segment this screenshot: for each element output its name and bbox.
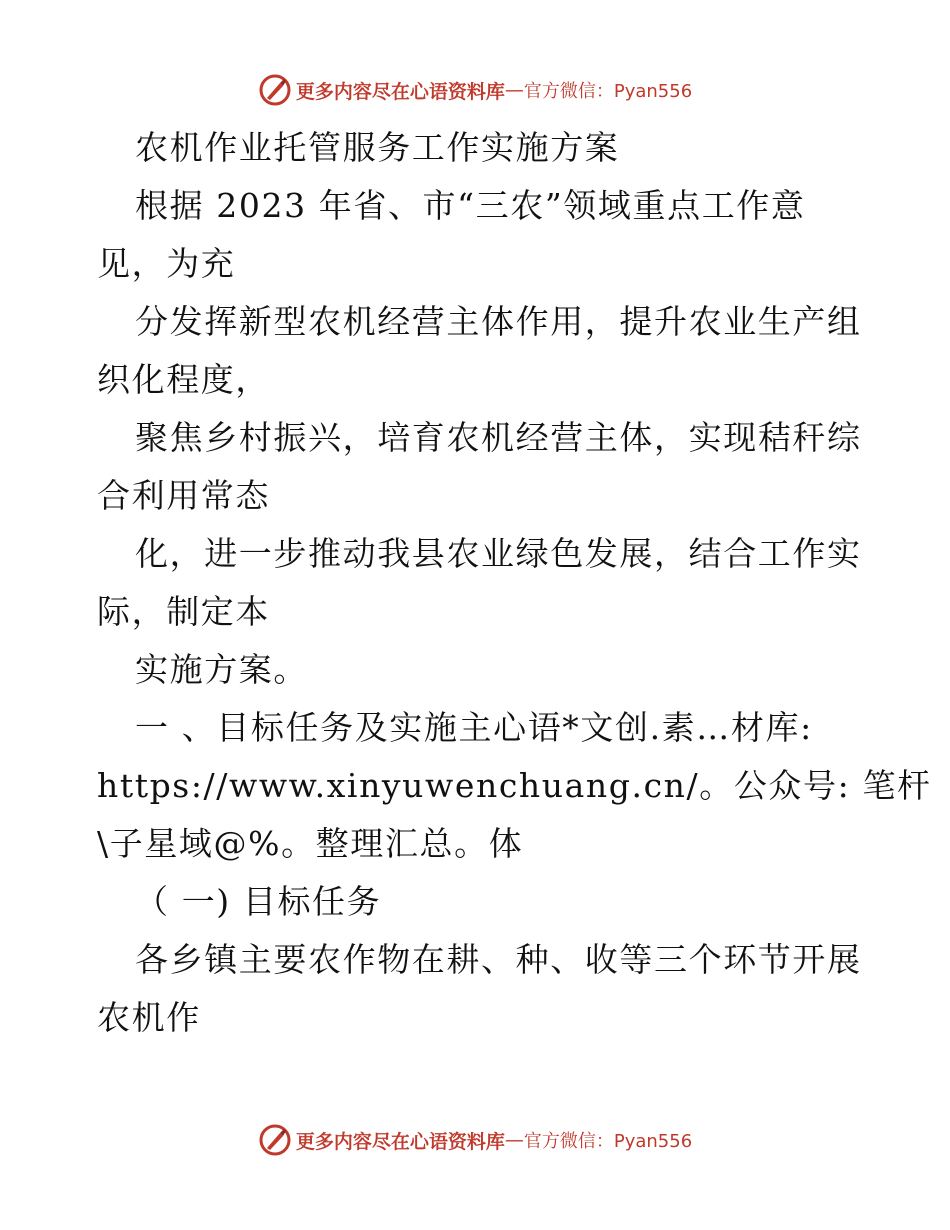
- subsection-heading: （ 一) 目标任务: [135, 882, 382, 921]
- banner-wechat: 官方微信：Pyan556: [523, 1131, 693, 1152]
- banner-dash: —: [504, 1129, 524, 1151]
- banner-title: 更多内容尽在心语资料库: [295, 80, 505, 103]
- doc-line: 织化程度，: [97, 360, 270, 399]
- banner-wechat: 官方微信：Pyan556: [523, 81, 693, 102]
- pen-logo-icon: [258, 1123, 292, 1157]
- doc-line: 分发挥新型农机经营主体作用，提升农业生产组: [135, 302, 862, 341]
- section-heading: 一 、目标任务及实施主心语*文创.素…材库:: [135, 708, 813, 747]
- header-banner: [0, 70, 950, 110]
- doc-line: 各乡镇主要农作物在耕、种、收等三个环节开展: [135, 940, 862, 979]
- pen-logo-icon: [258, 73, 292, 107]
- doc-line: 农机作: [97, 998, 201, 1037]
- doc-line: https://www.xinyuwenchuang.cn/。公众号: 笔杆: [97, 766, 932, 805]
- banner-title: 更多内容尽在心语资料库: [295, 1130, 505, 1153]
- doc-line: 合利用常态: [97, 476, 270, 515]
- doc-line: 实施方案。: [135, 650, 308, 689]
- doc-line: 化，进一步推动我县农业绿色发展，结合工作实: [135, 534, 862, 573]
- footer-banner: [0, 1120, 950, 1160]
- doc-title: 农机作业托管服务工作实施方案: [135, 128, 620, 167]
- doc-line: 根据 2023 年省、市“三农”领域重点工作意: [135, 186, 806, 225]
- banner-dash: —: [504, 79, 524, 101]
- doc-line: 际，制定本: [97, 592, 270, 631]
- document-body: [97, 119, 932, 1047]
- doc-line: \子星域@%。整理汇总。体: [97, 824, 524, 863]
- doc-line: 见，为充: [97, 244, 236, 283]
- doc-line: 聚焦乡村振兴，培育农机经营主体，实现秸秆综: [135, 418, 862, 457]
